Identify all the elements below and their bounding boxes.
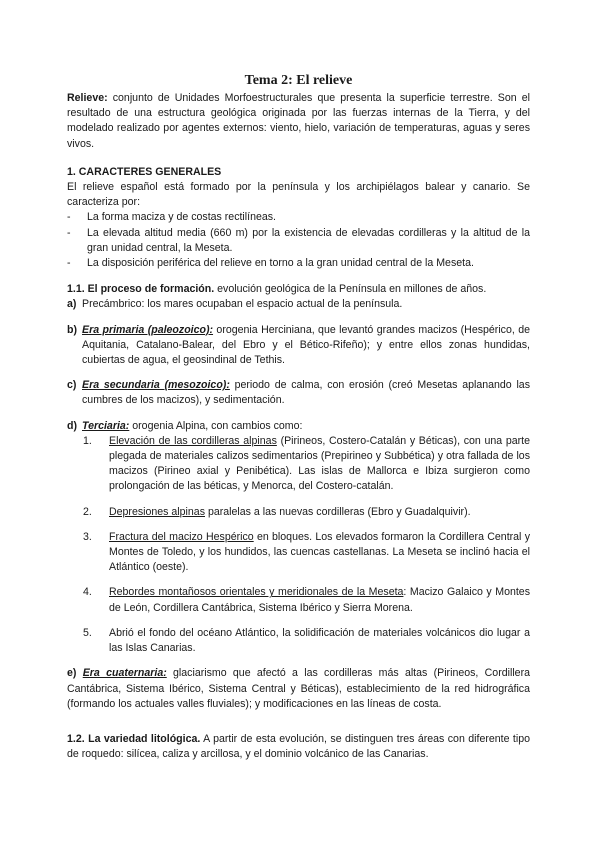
era-text: orogenia Herciniana, que levantó grandes macizos (Hespérico, de Aquitania, Catalano-Balear, del Ebro y el Bético-Rifeño); y entre ellos zonas hundidas, cubiertas de agua, el geosindinal de Tethis. <box>82 323 530 367</box>
era-letter: d) <box>67 419 77 432</box>
era-letter: e) <box>67 667 77 680</box>
list-item: - La forma maciza y de costas rectilíneas. <box>67 210 530 225</box>
era-item-b <box>67 323 530 369</box>
era-text: periodo de calma, con erosión (creó Mesetas aplanando las cumbres de los macizos), y sedimentación. <box>82 379 530 407</box>
list-item <box>67 434 530 495</box>
item-number: 1. <box>83 434 92 447</box>
item-text: : Macizo Galaico y Montes de León, Cordillera Cantábrica, Sistema Ibérico y Sierra Morena. <box>109 586 530 614</box>
item-text: Abrió el fondo del océano Atlántico, la solidificación de materiales volcánicos dio lugar a las Islas Canarias. <box>109 626 530 655</box>
page-title: Tema 2: El relieve <box>244 73 353 88</box>
item-underlined: Fractura del macizo Hespérico <box>109 530 254 543</box>
era-text: glaciarismo que afectó a las cordilleras más altas (Pirineos, Cordillera Cantábrica, Sistema Ibérico, Sistema Central y Béticas), establecimiento de la red hidrográfica (formando los actuales valles fluviales); y modificaciones en las líneas de costa. <box>67 667 530 710</box>
era-text: orogenia Alpina, con cambios como: <box>129 419 303 432</box>
item-underlined: Elevación de las cordilleras alpinas <box>109 434 277 447</box>
section12-paragraph <box>67 732 530 762</box>
item-number: 4. <box>83 586 92 599</box>
item-number: 5. <box>83 626 92 639</box>
section1-intro: El relieve español está formado por la península y los archipiélagos balear y canario. Se caracteriza por: <box>67 181 530 209</box>
list-item <box>67 530 530 576</box>
item-number: 3. <box>83 530 92 543</box>
section11-heading-rest: evolución geológica de la Península en millones de años. <box>214 283 487 296</box>
item-underlined: Rebordes montañosos orientales y meridionales de la Meseta <box>109 586 404 599</box>
item-number: 2. <box>83 505 92 518</box>
era-letter: b) <box>67 323 77 336</box>
era-name: Era cuaternaria: <box>82 667 167 680</box>
era-letter: a) <box>67 298 77 311</box>
list-item <box>67 585 530 615</box>
list-item <box>67 505 530 520</box>
item-text: paralelas a las nuevas cordilleras (Ebro y Guadalquivir). <box>205 505 471 518</box>
section12-text: A partir de esta evolución, se distinguen tres áreas con diferente tipo de roquedo: silícea, caliza y arcillosa, y el dominio volcánico de las Canarias. <box>67 732 530 761</box>
list-item: - La elevada altitud media (660 m) por la existencia de elevadas cordilleras y la altitud de la gran unidad central, la Meseta. <box>67 226 530 256</box>
intro-text: conjunto de Unidades Morfoestructurales que presenta la superficie terrestre. Son el resultado de una estructura geológica originada por las fuerzas internas de la Tierra, y del modelado realizado por agentes externos: viento, hielo, variación de temperaturas, aguas y seres vivos. <box>67 92 530 150</box>
era-item-d <box>67 419 530 434</box>
section1-list <box>67 210 530 271</box>
era-item-a <box>67 297 530 312</box>
era-text: Precámbrico: los mares ocupaban el espacio actual de la península. <box>82 298 403 311</box>
era-name: Era secundaria (mesozoico): <box>82 379 230 392</box>
list-item: - La disposición periférica del relieve en torno a la gran unidad central de la Meseta. <box>67 256 530 271</box>
era-name: Terciaria: <box>82 419 130 432</box>
section11-heading-line <box>67 282 530 297</box>
section11-heading: 1.1. El proceso de formación. <box>67 283 215 296</box>
document-page <box>67 72 530 762</box>
intro-paragraph <box>67 91 530 152</box>
section1-heading: 1. CARACTERES GENERALES <box>67 165 222 178</box>
era-name: Era primaria (paleozoico): <box>82 323 214 336</box>
intro-term: Relieve: <box>67 92 108 104</box>
era-letter: c) <box>67 379 77 392</box>
terciaria-list <box>67 434 530 656</box>
item-underlined: Depresiones alpinas <box>109 505 205 518</box>
era-item-c <box>67 378 530 408</box>
item-text: (Pirineos, Costero-Catalán y Béticas), con una parte plegada de materiales calizos sedimentarios (Prepirineo y Subbética) y otra fallada de los macizos (Pirineo axial y Penibética). Las islas de Mallorca e Ibiza surgieron como prolongación de las béticas, y Menorca, del Costero-catalán. <box>109 434 530 493</box>
era-item-e <box>67 666 530 712</box>
section12-heading: 1.2. La variedad litológica. <box>67 732 201 745</box>
item-text: en bloques. Los elevados formaron la Cordillera Central y Montes de Toledo, y los hundidos, las cuencas castellanas. La Meseta se inclinó hacia el Atlántico (oeste). <box>109 530 530 574</box>
list-item <box>67 626 530 656</box>
